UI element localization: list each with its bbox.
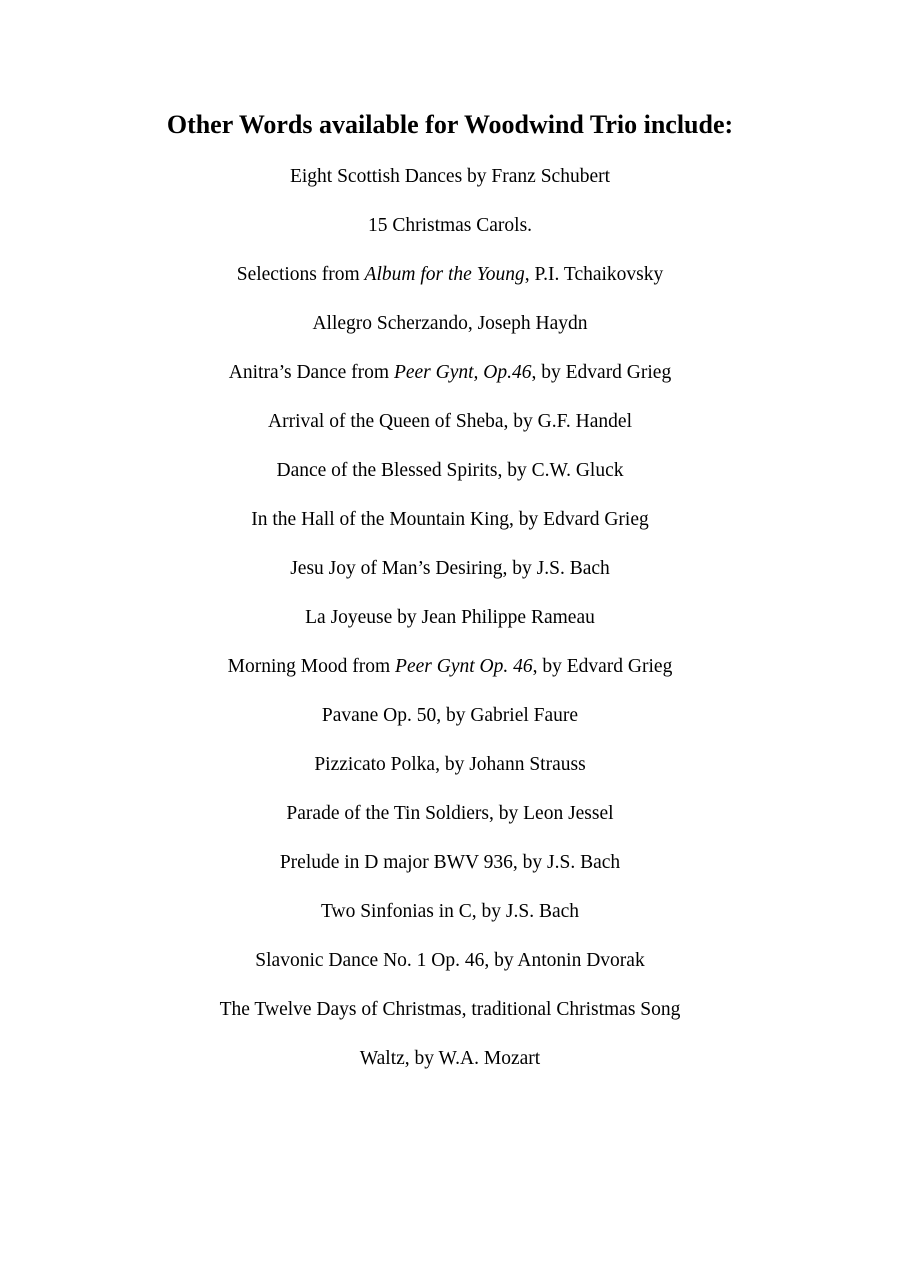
work-text: Selections from xyxy=(236,264,365,285)
page-title: Other Words available for Woodwind Trio include: xyxy=(166,110,734,139)
list-item xyxy=(0,407,900,456)
work-text: La Joyeuse by Jean Philippe Rameau xyxy=(305,607,595,628)
work-text: Eight Scottish Dances by Franz Schubert xyxy=(289,166,611,187)
list-item xyxy=(0,456,900,505)
list-item xyxy=(0,750,900,799)
works-list xyxy=(0,162,900,1093)
work-text: In the Hall of the Mountain King, by Edvard Grieg xyxy=(251,509,649,530)
work-text: Allegro Scherzando, Joseph Haydn xyxy=(312,313,588,334)
work-text: Pavane Op. 50, by Gabriel Faure xyxy=(321,705,579,726)
work-title-italic: Peer Gynt Op. 46 xyxy=(395,656,533,677)
list-item xyxy=(0,554,900,603)
list-item xyxy=(0,799,900,848)
work-text: Two Sinfonias in C, by J.S. Bach xyxy=(320,901,580,922)
list-item xyxy=(0,1044,900,1093)
list-item xyxy=(0,848,900,897)
work-text: Dance of the Blessed Spirits, by C.W. Gluck xyxy=(276,460,624,481)
list-item xyxy=(0,946,900,995)
list-item xyxy=(0,652,900,701)
list-item xyxy=(0,995,900,1044)
work-text: Prelude in D major BWV 936, by J.S. Bach xyxy=(279,852,621,873)
list-item xyxy=(0,358,900,407)
work-text-after: , by Edvard Grieg xyxy=(531,362,672,383)
list-item xyxy=(0,309,900,358)
work-text-after: , by Edvard Grieg xyxy=(532,656,673,677)
list-item xyxy=(0,505,900,554)
work-text: Anitra’s Dance from xyxy=(228,362,394,383)
work-title-italic: Album for the Young xyxy=(364,264,525,285)
list-item xyxy=(0,211,900,260)
list-item xyxy=(0,260,900,309)
work-text: Jesu Joy of Man’s Desiring, by J.S. Bach xyxy=(290,558,610,579)
work-title-italic: Peer Gynt, Op.46 xyxy=(393,362,532,383)
work-text: Arrival of the Queen of Sheba, by G.F. Handel xyxy=(268,411,632,432)
list-item xyxy=(0,603,900,652)
work-text: Pizzicato Polka, by Johann Strauss xyxy=(314,754,586,775)
work-text: 15 Christmas Carols. xyxy=(367,215,533,236)
work-text: Waltz, by W.A. Mozart xyxy=(359,1048,541,1069)
work-text: Morning Mood from xyxy=(227,656,396,677)
work-text: Parade of the Tin Soldiers, by Leon Jessel xyxy=(286,803,614,824)
work-text: The Twelve Days of Christmas, traditional Christmas Song xyxy=(219,999,681,1020)
list-item xyxy=(0,701,900,750)
work-text: Slavonic Dance No. 1 Op. 46, by Antonin Dvorak xyxy=(255,950,645,971)
list-item xyxy=(0,897,900,946)
work-text-after: , P.I. Tchaikovsky xyxy=(524,264,664,285)
list-item xyxy=(0,162,900,211)
